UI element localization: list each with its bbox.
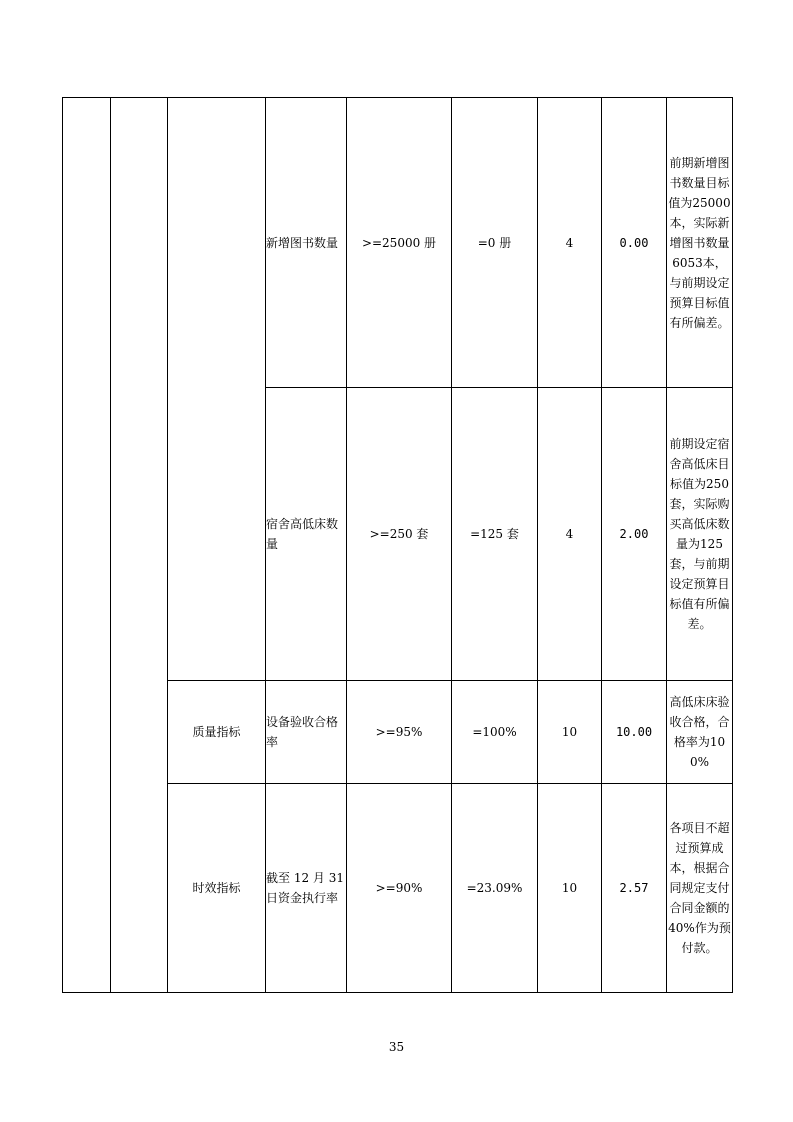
level2-indicator-cell (111, 98, 168, 993)
category-cell: 质量指标 (168, 681, 266, 784)
indicator-name-cell: 新增图书数量 (266, 98, 347, 388)
category-cell (168, 98, 266, 681)
weight-cell: 10 (538, 681, 602, 784)
table-row (63, 98, 733, 388)
target-value-cell: >=25000 册 (347, 98, 452, 388)
note-text: 前期新增图书数量目标值为25000本，实际新增图书数量6053本，与前期设定预算目标值有所偏差。 (668, 155, 731, 330)
target-value-cell: >=90% (347, 784, 452, 993)
score-cell: 2.00 (602, 388, 667, 681)
level1-indicator-cell (63, 98, 111, 993)
score-cell: 10.00 (602, 681, 667, 784)
actual-value-cell: =125 套 (452, 388, 538, 681)
note-text: 高低床床验收合格，合格率为100% (669, 695, 730, 769)
score-cell: 2.57 (602, 784, 667, 993)
note-cell (667, 388, 733, 681)
target-value-cell: >=95% (347, 681, 452, 784)
score-cell: 0.00 (602, 98, 667, 388)
indicator-name-cell: 截至 12 月 31 日资金执行率 (266, 784, 347, 993)
indicator-name-cell: 设备验收合格率 (266, 681, 347, 784)
note-text: 前期设定宿舍高低床目标值为250套，实际购买高低床数量为125套，与前期设定预算目标值有所偏差。 (669, 437, 730, 631)
note-text: 各项目不超过预算成本，根据合同规定支付合同金额的 40%作为预付款。 (668, 821, 731, 955)
category-cell: 时效指标 (168, 784, 266, 993)
note-cell (667, 98, 733, 388)
actual-value-cell: =100% (452, 681, 538, 784)
page-number: 35 (388, 1040, 405, 1054)
indicator-name-cell: 宿舍高低床数量 (266, 388, 347, 681)
weight-cell: 10 (538, 784, 602, 993)
target-value-cell: >=250 套 (347, 388, 452, 681)
note-cell (667, 784, 733, 993)
actual-value-cell: =23.09% (452, 784, 538, 993)
note-cell (667, 681, 733, 784)
weight-cell: 4 (538, 388, 602, 681)
performance-table (62, 97, 733, 993)
actual-value-cell: =0 册 (452, 98, 538, 388)
weight-cell: 4 (538, 98, 602, 388)
